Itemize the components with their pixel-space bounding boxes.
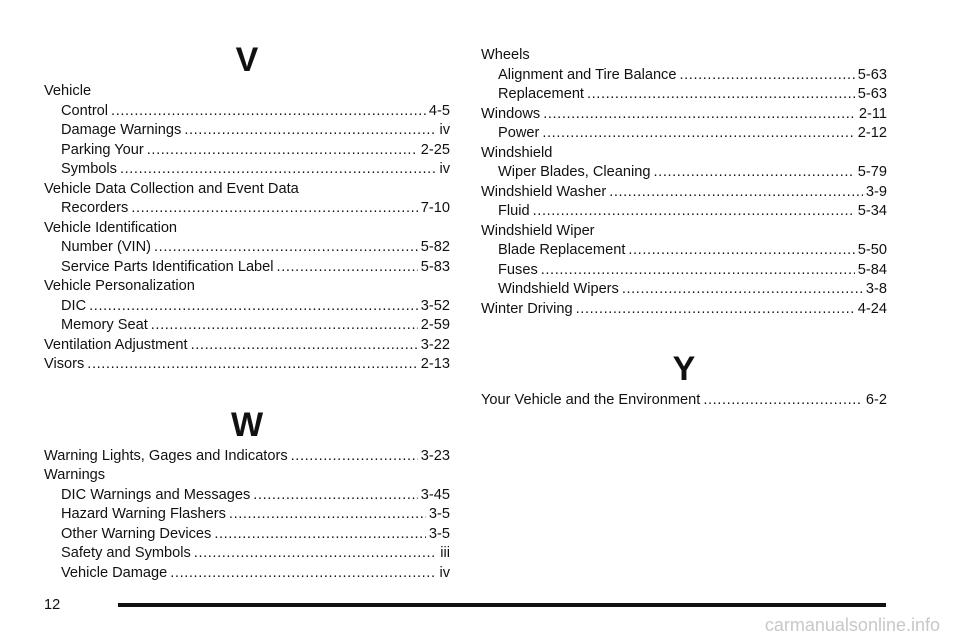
page-ref: 5-63 [857, 66, 887, 83]
index-entry: Windows ..... 2-11 [481, 105, 887, 125]
page-ref: 5-84 [857, 261, 887, 278]
page-ref: 2-11 [858, 105, 887, 122]
section-letter-v: V [235, 41, 259, 79]
index-entry: Number (VIN) ..... 5-82 [44, 238, 450, 258]
index-heading: Wheels [481, 47, 530, 63]
index-entry: Memory Seat ..... 2-59 [44, 316, 450, 336]
index-entry: Your Vehicle and the Environment ..... 6-2 [481, 391, 887, 411]
page-ref: 2-12 [857, 125, 887, 141]
index-entry: Service Parts Identification Label ..... 5-83 [44, 258, 450, 278]
index-entry: DIC ..... 3-52 [44, 297, 450, 317]
index-entry: Symbols ..... iv [44, 160, 450, 180]
index-heading: Vehicle Identification [44, 219, 178, 236]
page-number: 12 [44, 597, 61, 613]
index-entry: Damage Warnings ..... iv [44, 121, 450, 141]
page-ref: 2-13 [420, 356, 450, 372]
page-ref: 3-9 [865, 183, 887, 200]
page-ref: 5-50 [857, 242, 887, 258]
index-entry: Winter Driving ..... 4-24 [481, 300, 887, 320]
page-ref: 3-22 [420, 336, 450, 353]
index-entry: Recorders ..... 7-10 [44, 199, 450, 219]
page-ref: 5-34 [857, 203, 887, 219]
index-entry: Fuses ..... 5-84 [481, 261, 887, 281]
left-index-column [44, 38, 450, 583]
index-entry: Alignment and Tire Balance ..... 5-63 [481, 66, 887, 86]
page-ref: 7-10 [420, 200, 450, 216]
index-entry: Ventilation Adjustment ..... 3-22 [44, 336, 450, 356]
index-entry: DIC Warnings and Messages ..... 3-45 [44, 486, 450, 506]
index-entry: Control ..... 4-5 [44, 102, 450, 122]
page-ref: 3-45 [420, 486, 450, 503]
index-entry: Wiper Blades, Cleaning ..... 5-79 [481, 163, 887, 183]
index-entry: Other Warning Devices ..... 3-5 [44, 525, 450, 545]
page-ref: iii [440, 545, 450, 561]
index-entry: Visors ..... 2-13 [44, 355, 450, 375]
index-entry: Power ..... 2-12 [481, 124, 887, 144]
index-heading: Vehicle Personalization [44, 278, 195, 294]
index-heading: Windshield Wiper [481, 222, 595, 239]
page-ref: 2-25 [420, 141, 450, 158]
page-ref: 3-5 [428, 525, 450, 542]
page-ref: iv [439, 122, 450, 138]
index-heading: Windshield [481, 144, 553, 161]
page-ref: 3-52 [420, 297, 450, 314]
page-ref: 3-23 [420, 447, 450, 464]
page-ref: 6-2 [865, 392, 887, 408]
page-ref: 2-59 [420, 317, 450, 333]
index-heading: Vehicle [44, 83, 92, 99]
page-ref: 5-82 [420, 239, 450, 255]
page-ref: iv [439, 564, 450, 581]
index-entry: Windshield Washer ..... 3-9 [481, 183, 887, 203]
page-ref: 3-5 [428, 506, 450, 522]
page-ref: 5-83 [420, 258, 450, 275]
index-entry: Blade Replacement ..... 5-50 [481, 241, 887, 261]
index-entry: Windshield Wipers ..... 3-8 [481, 280, 887, 300]
index-entry: Safety and Symbols ..... iii [44, 544, 450, 564]
index-entry: Vehicle Damage ..... iv [44, 564, 450, 584]
index-heading: Warnings [44, 467, 106, 483]
footer-rule [118, 603, 886, 607]
section-letter-y: Y [672, 350, 696, 388]
index-entry: Replacement ..... 5-63 [481, 85, 887, 105]
section-letter-w: W [230, 405, 264, 444]
page-ref: 3-8 [865, 281, 887, 297]
index-entry: Parking Your ..... 2-25 [44, 141, 450, 161]
right-index-column [481, 46, 887, 411]
page-ref: 4-24 [857, 300, 887, 317]
page-ref: 4-5 [428, 102, 450, 119]
index-heading: Vehicle Data Collection and Event Data [44, 180, 299, 197]
index-entry: Fluid ..... 5-34 [481, 202, 887, 222]
page-ref: 5-63 [857, 86, 887, 102]
index-entry: Warning Lights, Gages and Indicators ..... 3-23 [44, 447, 450, 467]
watermark: carmanualsonline.info [764, 615, 940, 635]
page-ref: 5-79 [857, 164, 887, 180]
index-entry: Hazard Warning Flashers ..... 3-5 [44, 505, 450, 525]
page-ref: iv [439, 161, 450, 177]
